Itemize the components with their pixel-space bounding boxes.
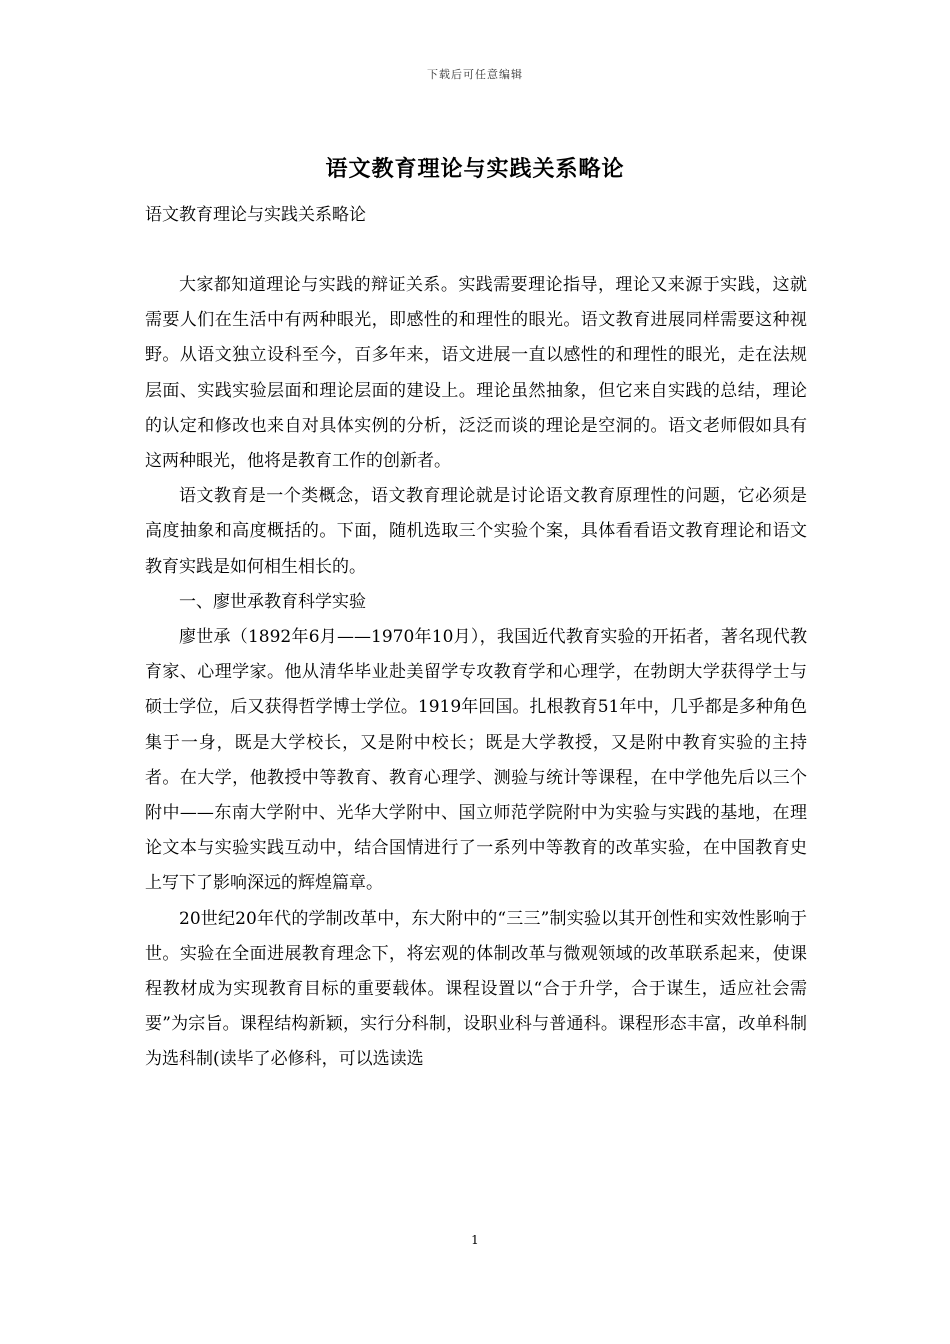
header-note: 下载后可任意编辑: [427, 68, 523, 81]
document-subtitle: 语文教育理论与实践关系略论: [145, 205, 366, 225]
page-number: 1: [471, 1233, 479, 1247]
document-title: 语文教育理论与实践关系略论: [325, 156, 625, 182]
paragraph-biography: 廖世承（1892年6月——1970年10月），我国近代教育实验的开拓者，著名现代教育家、心理学家。他从清华毕业赴美留学专攻教育学和心理学，在勃朗大学获得学士与硕士学位，后又获得哲学博士学位。1919年回国。扎根教育51年中，几乎都是多种角色集于一身，既是大学校长，又是附中校长；既是大学教授，又是附中教育实验的主持者。在大学，他教授中等教育、教育心理学、测验与统计等课程，在中学他先后以三个附中——东南大学附中、光华大学附中、国立师范学院附中为实验与实践的基地，在理论文本与实验实践互动中，结合国情进行了一系列中等教育的改革实验，在中国教育史上写下了影响深远的辉煌篇章。: [145, 627, 807, 894]
body-text: [145, 268, 807, 1078]
paragraph-concept: 语文教育是一个类概念，语文教育理论就是讨论语文教育原理性的问题，它必须是高度抽象和高度概括的。下面，随机选取三个实验个案，具体看看语文教育理论和语文教育实践是如何相生相长的。: [145, 486, 807, 577]
section-heading: 一、廖世承教育科学实验: [179, 591, 366, 612]
paragraph-intro: 大家都知道理论与实践的辩证关系。实践需要理论指导，理论又来源于实践，这就需要人们在生活中有两种眼光，即感性的和理性的眼光。语文教育进展同样需要这种视野。从语文独立设科至今，百多年来，语文进展一直以感性的和理性的眼光，走在法规层面、实践实验层面和理论层面的建设上。理论虽然抽象，但它来自实践的总结，理论的认定和修改也来自对具体实例的分析，泛泛而谈的理论是空洞的。语文老师假如具有这两种眼光，他将是教育工作的创新者。: [145, 275, 807, 472]
paragraph-experiment: 20世纪20年代的学制改革中，东大附中的“三三”制实验以其开创性和实效性影响于世。实验在全面进展教育理念下，将宏观的体制改革与微观领域的改革联系起来，使课程教材成为实现教育目标的重要载体。课程设置以“合于升学，合于谋生，适应社会需要”为宗旨。课程结构新颖，实行分科制，设职业科与普通科。课程形态丰富，改单科制为选科制(读毕了必修科，可以选读选: [145, 908, 807, 1070]
